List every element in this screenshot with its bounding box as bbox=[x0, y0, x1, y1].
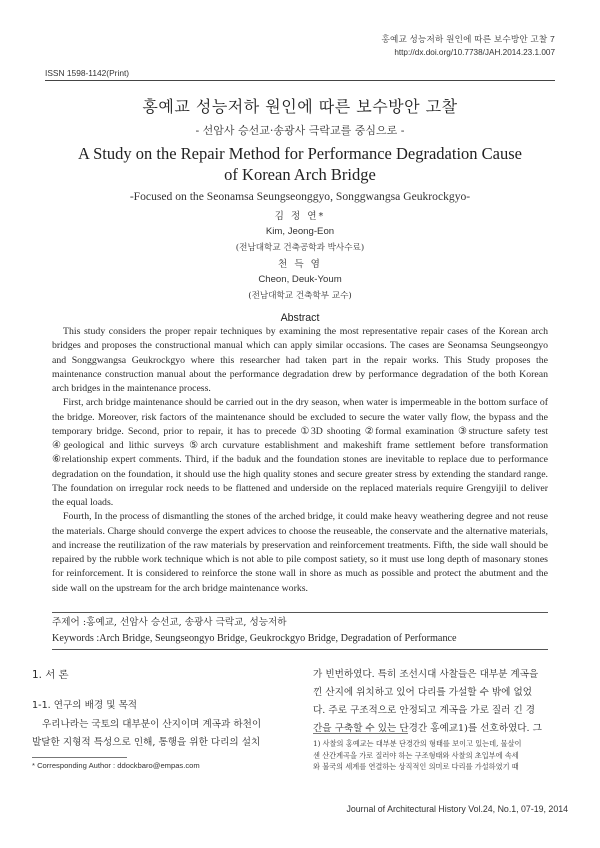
doi-link[interactable]: http://dx.doi.org/10.7738/JAH.2014.23.1.007 bbox=[394, 48, 555, 57]
title-english bbox=[45, 143, 555, 185]
body-line: 낀 산지에 위치하고 있어 다리를 가설할 수 밖에 없었 bbox=[313, 687, 533, 698]
running-title: 홍예교 성능저하 원인에 따른 보수방안 고찰 7 bbox=[381, 34, 555, 44]
keywords-english bbox=[52, 631, 548, 647]
title-english-line2: of Korean Arch Bridge bbox=[224, 165, 376, 184]
footnote-rule bbox=[313, 733, 408, 734]
title-english-line1: A Study on the Repair Method for Performance Degradation Cause bbox=[77, 144, 522, 163]
body-line: 가 빈번하였다. 특히 조선시대 사찰들은 대부분 계곡을 bbox=[313, 669, 539, 680]
body-line: 간을 구축할 수 있는 단경간 홍예교1)를 선호하였다. 그 bbox=[313, 723, 542, 734]
footnote-line: 센 산간계곡을 가로 질러야 하는 구조형태와 사찰의 초입부에 속세 bbox=[313, 750, 519, 760]
section-heading: 1. 서 론 bbox=[32, 669, 69, 681]
corresponding-author-note: * Corresponding Author : ddockbaro@empas.com bbox=[32, 761, 200, 770]
abstract-paragraph: This study considers the proper repair techniques by examining the most representative repair cases of the Korean arch bridges and proposes the constructional manual which can apply similar occasions. The cases are Seonamsa Seungseongyo and Songgwangsa Geukrockgyo where this researcher had taken part in the repair works. This Study proposes the maintenance construction manual about the performance degradation drew by performance degradation of the both Korean arch bridges in the maintenance process. bbox=[52, 326, 548, 394]
keywords-box bbox=[52, 612, 548, 650]
abstract-body bbox=[52, 325, 548, 596]
subtitle-english: -Focused on the Seonamsa Seungseonggyo, Songgwangsa Geukrockgyo- bbox=[129, 190, 471, 203]
keywords-english-label: Keywords : bbox=[52, 633, 100, 644]
author-2-affiliation: (전남대학교 건축학부 교수) bbox=[248, 291, 352, 301]
body-left-text bbox=[32, 716, 290, 752]
author-block bbox=[45, 208, 555, 301]
body-left-column bbox=[32, 666, 290, 752]
body-line: 발달한 지형적 특성으로 인해, 통행을 위한 다리의 설치 bbox=[32, 737, 261, 748]
author-1-english: Kim, Jeong-Eon bbox=[265, 226, 335, 237]
title-block bbox=[45, 94, 555, 203]
body-line: 우리나라는 국토의 대부분이 산지이며 계곡과 하천이 bbox=[42, 719, 262, 730]
running-header bbox=[381, 33, 555, 57]
footnote-line: 와 불국의 세계를 연결하는 상직적인 의미로 다리를 가설하였기 때 bbox=[313, 762, 519, 771]
body-line: 다. 주로 구조적으로 안정되고 계곡을 가로 질러 긴 경 bbox=[313, 705, 536, 716]
author-2-korean: 천 득 염 bbox=[278, 259, 322, 270]
header-rule bbox=[45, 80, 555, 81]
footnote-line: 1) 사찰의 홍예교는 대부분 단경간의 형태를 보이고 있는데, 물살이 bbox=[313, 739, 522, 748]
keywords-korean-label: 주제어 : bbox=[52, 617, 87, 628]
author-2-english: Cheon, Deuk-Youm bbox=[258, 274, 342, 285]
keywords-english-text: Arch Bridge, Seungseongyo Bridge, Geukrockgyo Bridge, Degradation of Performance bbox=[99, 633, 457, 644]
abstract-heading: Abstract bbox=[280, 312, 320, 324]
abstract-paragraph: First, arch bridge maintenance should be carried out in the dry season, when water is impermeable in the bottom surface of the bridge. Moreover, risk factors of the maintenance should be excluded to secure the water vally flow, the bypass and the temporary bridge. Second, prior to repair, it has to precede ①3D shooting ②formal examination ③structure safety test ④geological and lithic surveys ⑤arch curvature establishment and makeshift frame settlement before transformation ⑥relationship expert comments. Third, if the baduk and the foundation stones are inevitable to replace due to performance degradation on the foundation, it should use the high quality stones and secure greater stress by extending the standard range. The foundation on irregular rock needs to be flattened and underside on the replaced materials require Grengyijil to deliver the equal loads. bbox=[52, 397, 548, 508]
keywords-korean bbox=[52, 615, 548, 631]
subsection-heading: 1-1. 연구의 배경 및 목적 bbox=[32, 700, 138, 711]
footnote-1 bbox=[313, 738, 568, 773]
issn: ISSN 1598-1142(Print) bbox=[45, 68, 130, 78]
body-right-column bbox=[313, 666, 568, 738]
title-korean: 홍예교 성능저하 원인에 따른 보수방안 고찰 bbox=[142, 97, 458, 116]
abstract-paragraph: Fourth, In the process of dismantling the stones of the arched bridge, it could make heavy weathering degree and not reuse the materials. Charge should converge the expert advices to choose the reuseable, the conservate and the alternative materials, and increase the reutilization of the raw materials by preservation and reinforcement treatments. Fifth, the side wall should be repaired by the rubble work technique which is not able to pile compost satiety, so it must use long depth of masonary stones for reinforcement. It is considered to reinforce the stone wall in shore as much as possible and protect the abutment and the side wall on the upstream for the arch bridge maintenance works. bbox=[52, 511, 548, 594]
subtitle-korean: - 선암사 승선교·송광사 극락교를 중심으로 - bbox=[195, 124, 405, 137]
author-1-affiliation: (전남대학교 건축공학과 박사수료) bbox=[235, 243, 365, 253]
footnote-rule bbox=[32, 757, 127, 758]
author-1-korean: 김 정 연* bbox=[274, 211, 326, 222]
journal-footer: Journal of Architectural History Vol.24, No.1, 07-19, 2014 bbox=[346, 804, 568, 814]
keywords-korean-text: 홍예교, 선암사 승선교, 송광사 극락교, 성능저하 bbox=[86, 617, 287, 628]
